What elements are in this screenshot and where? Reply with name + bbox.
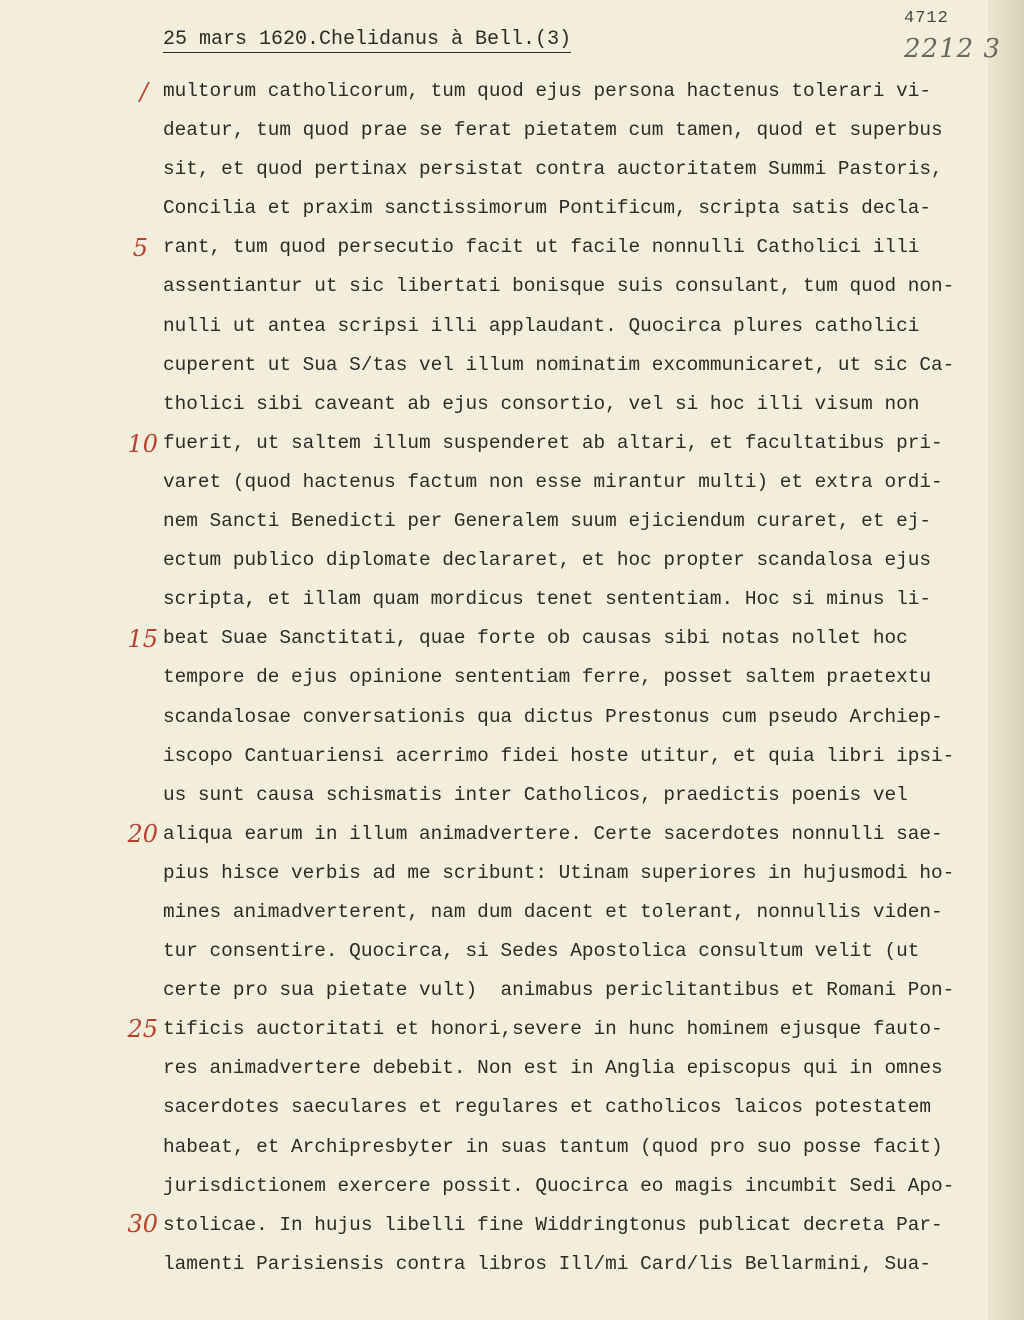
text-line: scandalosae conversationis qua dictus Prestonus cum pseudo Archiep-	[163, 705, 943, 728]
text-line: tur consentire. Quocirca, si Sedes Apostolica consultum velit (ut	[163, 940, 920, 963]
text-line: aliqua earum in illum animadvertere. Certe sacerdotes nonnulli sae-	[163, 822, 943, 845]
line-marker-5: 5	[132, 234, 148, 262]
text-line: mines animadverterent, nam dum dacent et tolerant, nonnullis viden-	[163, 900, 943, 923]
text-line: habeat, et Archipresbyter in suas tantum (quod pro suo posse facit)	[163, 1135, 943, 1158]
text-line: res animadvertere debebit. Non est in Anglia episcopus qui in omnes	[163, 1057, 943, 1080]
text-line: deatur, tum quod prae se ferat pietatem cum tamen, quod et superbus	[163, 119, 943, 142]
text-line: scripta, et illam quam mordicus tenet sententiam. Hoc si minus li-	[163, 588, 931, 611]
text-line: multorum catholicorum, tum quod ejus persona hactenus tolerari vi-	[163, 80, 931, 102]
text-line: fuerit, ut saltem illum suspenderet ab altari, et facultatibus pri-	[163, 431, 943, 454]
text-line: varet (quod hactenus factum non esse mirantur multi) et extra ordi-	[163, 470, 943, 493]
line-marker-25: 25	[127, 1015, 158, 1043]
text-line: tificis auctoritati et honori,severe in hunc hominem ejusque fauto-	[163, 1018, 943, 1041]
text-line: jurisdictionem exercere possit. Quocirca eo magis incumbit Sedi Apo-	[163, 1174, 955, 1197]
text-line: sacerdotes saeculares et regulares et catholicos laicos potestatem	[163, 1096, 931, 1119]
text-line: nulli ut antea scripsi illi applaudant. Quocirca plures catholici	[163, 314, 920, 337]
line-marker-10: 10	[127, 430, 158, 458]
text-line: Concilia et praxim sanctissimorum Pontificum, scripta satis decla-	[163, 197, 931, 220]
text-line: certe pro sua pietate vult) animabus periclitantibus et Romani Pon-	[163, 979, 955, 1002]
text-line: tempore de ejus opinione sententiam ferre, posset saltem praetextu	[163, 666, 931, 689]
text-line: tholici sibi caveant ab ejus consortio, vel si hoc illi visum non	[163, 392, 920, 415]
text-line: pius hisce verbis ad me scribunt: Utinam superiores in hujusmodi ho-	[163, 861, 955, 884]
archive-number: 4712	[904, 9, 949, 28]
line-marker-1: /	[139, 78, 148, 106]
line-marker-30: 30	[127, 1210, 158, 1238]
text-line: ectum publico diplomate declararet, et hoc propter scandalosa ejus	[163, 549, 931, 572]
page-edge-shadow	[988, 0, 1024, 1320]
handwritten-folio-number: 2212 3	[904, 34, 1001, 64]
text-line: stolicae. In hujus libelli fine Widdringtonus publicat decreta Par-	[163, 1213, 943, 1236]
text-line: assentiantur ut sic libertati bonisque suis consulant, tum quod non-	[163, 275, 955, 298]
text-line: nem Sancti Benedicti per Generalem suum ejiciendum curaret, et ej-	[163, 510, 931, 533]
text-line: beat Suae Sanctitati, quae forte ob causas sibi notas nollet hoc	[163, 627, 908, 650]
page-header-title: 25 mars 1620.Chelidanus à Bell.(3)	[163, 28, 572, 51]
text-line: lamenti Parisiensis contra libros Ill/mi Card/lis Bellarmini, Sua-	[163, 1252, 931, 1275]
text-line: rant, tum quod persecutio facit ut facile nonnulli Catholici illi	[163, 236, 920, 259]
text-line: us sunt causa schismatis inter Catholicos, praedictis poenis vel	[163, 783, 908, 806]
text-line: sit, et quod pertinax persistat contra auctoritatem Summi Pastoris,	[163, 158, 943, 181]
line-marker-20: 20	[127, 820, 158, 848]
document-body	[163, 72, 983, 1284]
text-line: iscopo Cantuariensi acerrimo fidei hoste utitur, et quia libri ipsi-	[163, 744, 955, 767]
text-line: cuperent ut Sua S/tas vel illum nominatim excommunicaret, ut sic Ca-	[163, 353, 955, 376]
line-marker-15: 15	[127, 625, 158, 653]
